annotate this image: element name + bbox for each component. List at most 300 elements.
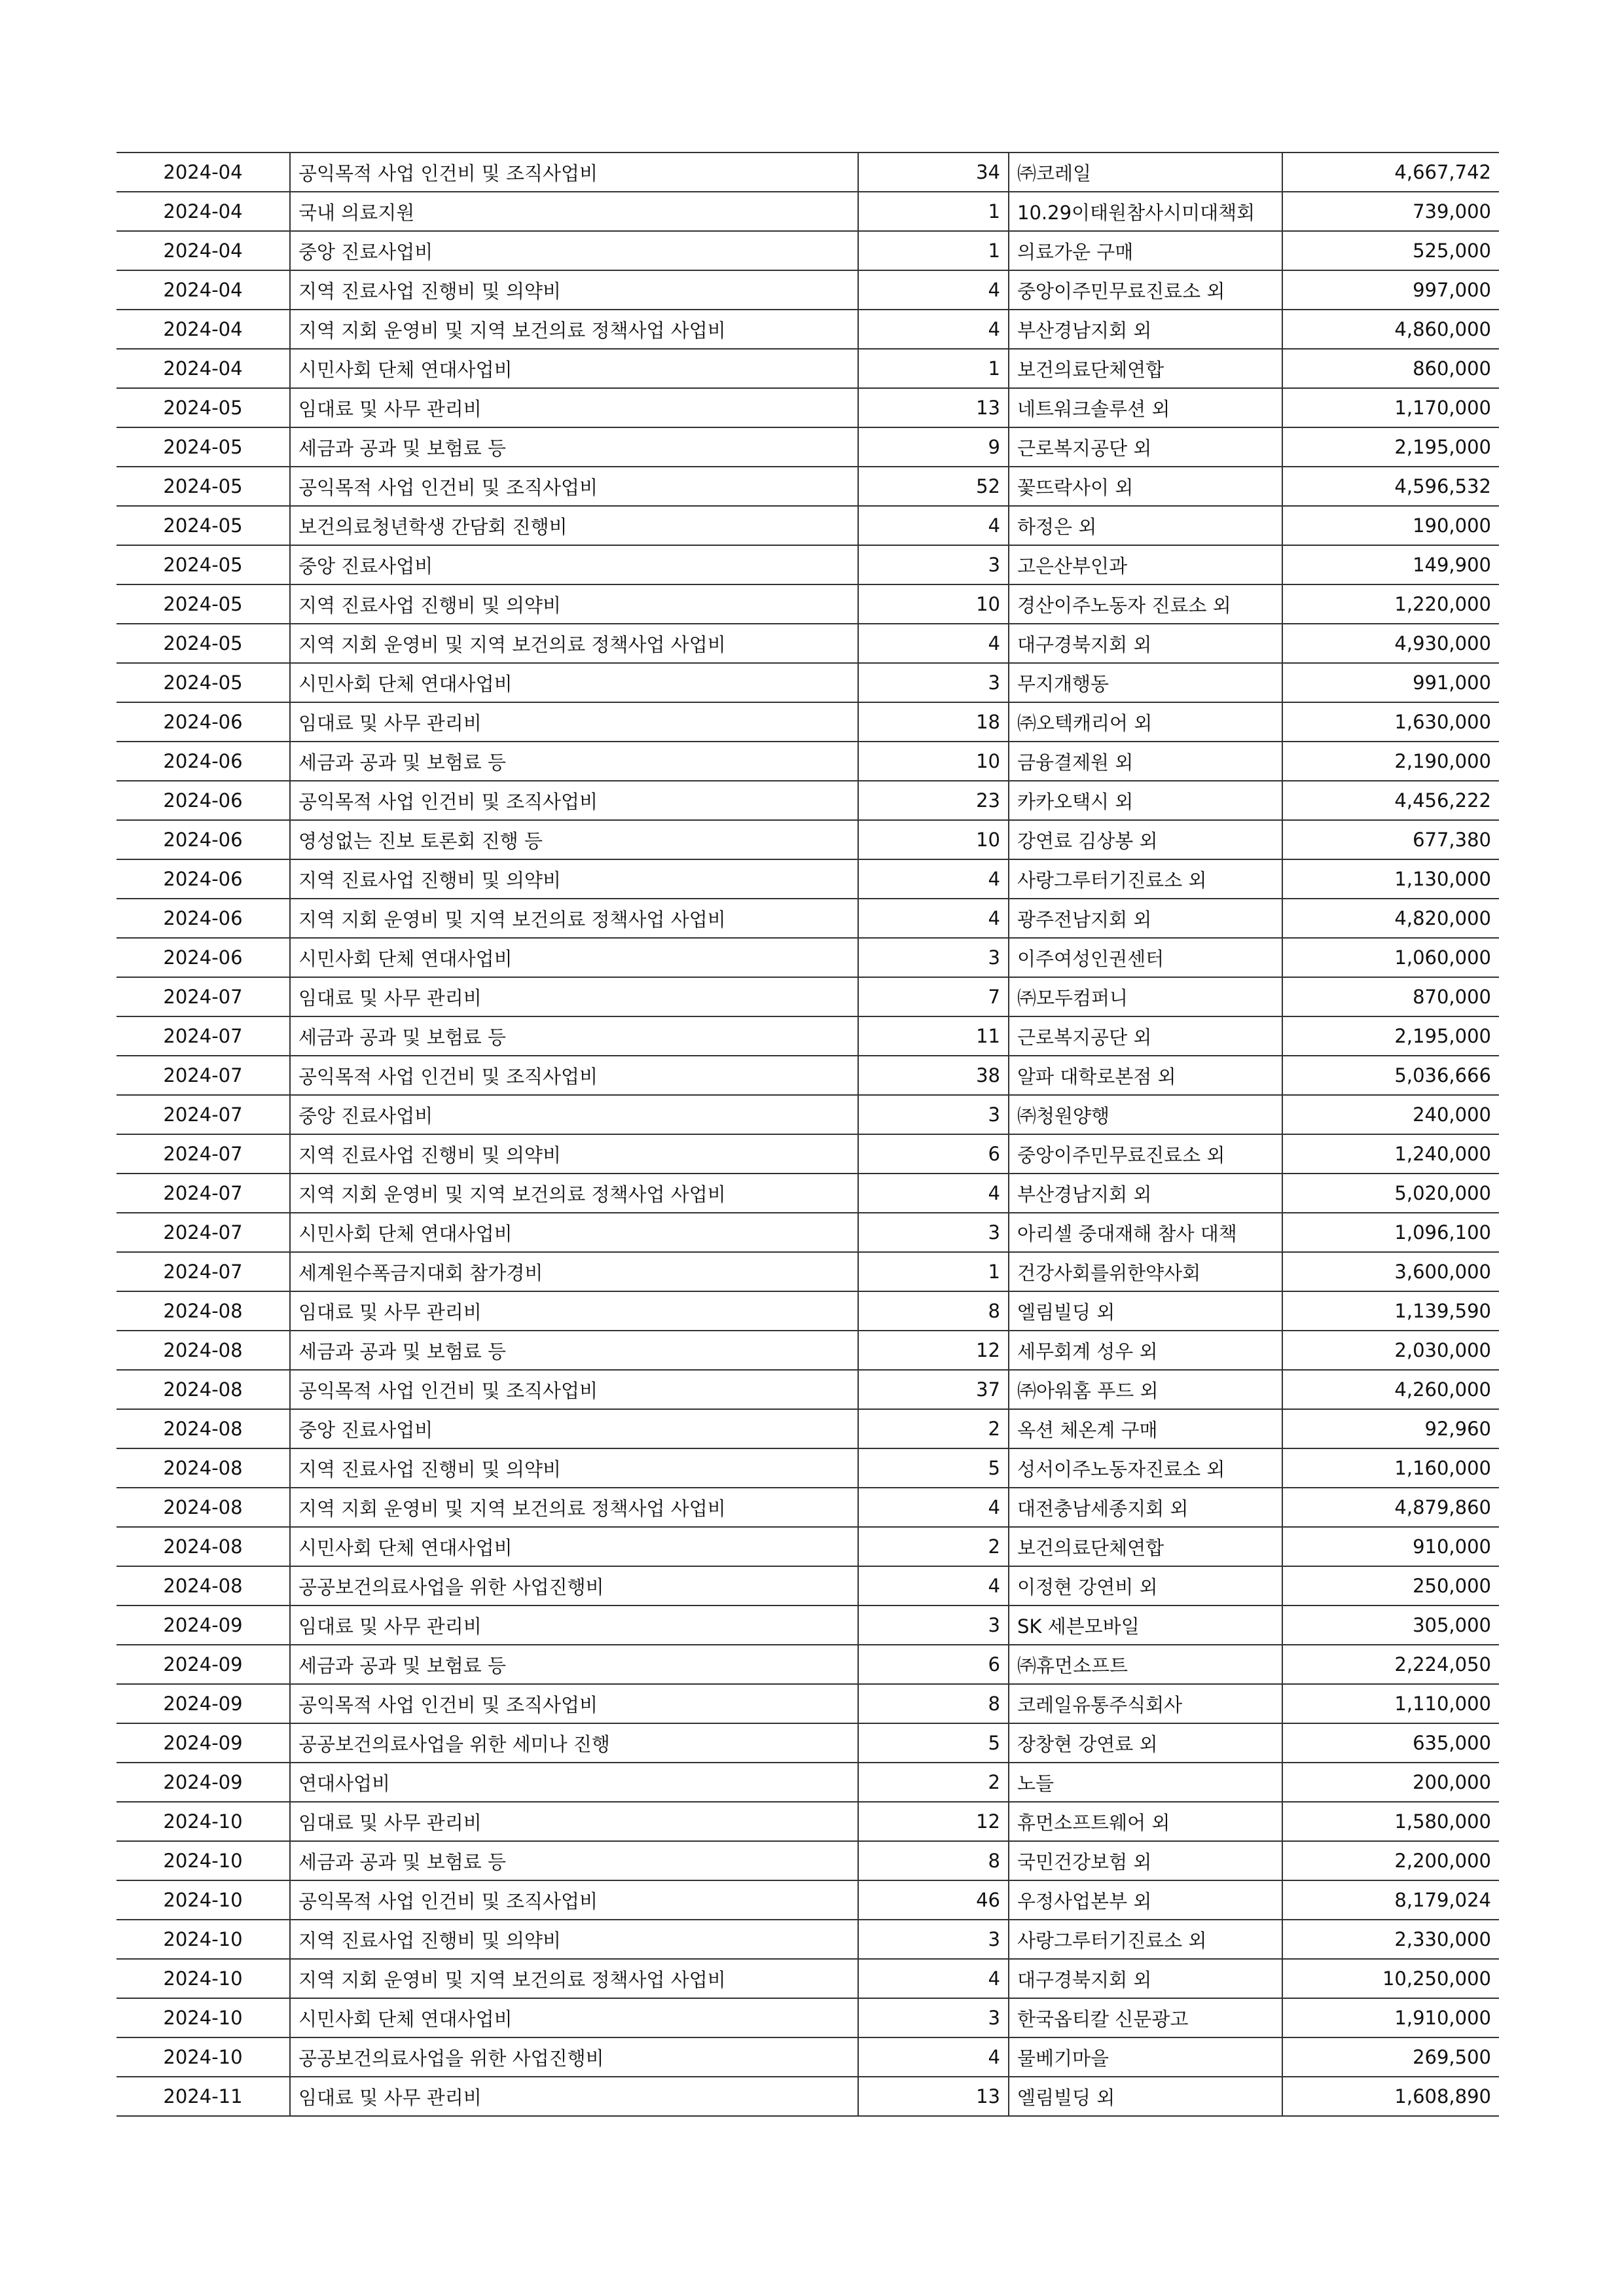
month-cell: 2024-04: [117, 192, 290, 231]
payee-cell: 대구경북지회 외: [1009, 1959, 1282, 1998]
payee-cell: 부산경남지회 외: [1009, 1174, 1282, 1213]
count-cell: 34: [858, 152, 1009, 192]
month-cell: 2024-04: [117, 152, 290, 192]
amount-cell: 1,110,000: [1282, 1684, 1499, 1723]
table-row: [117, 1645, 1499, 1684]
count-cell: 3: [858, 938, 1009, 977]
count-cell: 4: [858, 1566, 1009, 1605]
payee-cell: 세무회계 성우 외: [1009, 1331, 1282, 1370]
expense-item-cell: 국내 의료지원: [290, 192, 858, 231]
month-cell: 2024-04: [117, 349, 290, 388]
count-cell: 1: [858, 231, 1009, 270]
table-row: [117, 1370, 1499, 1409]
table-row: [117, 624, 1499, 663]
payee-cell: 사랑그루터기진료소 외: [1009, 1920, 1282, 1959]
expense-item-cell: 지역 지회 운영비 및 지역 보건의료 정책사업 사업비: [290, 1488, 858, 1527]
payee-cell: 한국옵티칼 신문광고: [1009, 1998, 1282, 2037]
month-cell: 2024-10: [117, 1959, 290, 1998]
payee-cell: 이주여성인권센터: [1009, 938, 1282, 977]
payee-cell: 대전충남세종지회 외: [1009, 1488, 1282, 1527]
table-row: [117, 1920, 1499, 1959]
amount-cell: 997,000: [1282, 270, 1499, 310]
table-row: [117, 1056, 1499, 1095]
payee-cell: 경산이주노동자 진료소 외: [1009, 584, 1282, 624]
month-cell: 2024-08: [117, 1527, 290, 1566]
table-row: [117, 1566, 1499, 1605]
expense-item-cell: 지역 지회 운영비 및 지역 보건의료 정책사업 사업비: [290, 899, 858, 938]
payee-cell: 10.29이태원참사시미대책회: [1009, 192, 1282, 231]
amount-cell: 2,190,000: [1282, 742, 1499, 781]
amount-cell: 870,000: [1282, 977, 1499, 1016]
count-cell: 8: [858, 1841, 1009, 1880]
count-cell: 13: [858, 2077, 1009, 2116]
amount-cell: 1,910,000: [1282, 1998, 1499, 2037]
expense-item-cell: 중앙 진료사업비: [290, 1409, 858, 1448]
payee-cell: 휴먼소프트웨어 외: [1009, 1802, 1282, 1841]
payee-cell: 카카오택시 외: [1009, 781, 1282, 820]
amount-cell: 240,000: [1282, 1095, 1499, 1134]
table-row: [117, 938, 1499, 977]
month-cell: 2024-06: [117, 859, 290, 899]
count-cell: 11: [858, 1016, 1009, 1056]
amount-cell: 1,170,000: [1282, 388, 1499, 427]
table-row: [117, 1213, 1499, 1252]
table-row: [117, 192, 1499, 231]
amount-cell: 1,139,590: [1282, 1291, 1499, 1331]
payee-cell: 근로복지공단 외: [1009, 427, 1282, 467]
payee-cell: 우정사업본부 외: [1009, 1880, 1282, 1920]
month-cell: 2024-10: [117, 1920, 290, 1959]
expense-item-cell: 세금과 공과 및 보험료 등: [290, 742, 858, 781]
count-cell: 5: [858, 1448, 1009, 1488]
expense-item-cell: 공익목적 사업 인건비 및 조직사업비: [290, 1370, 858, 1409]
count-cell: 2: [858, 1527, 1009, 1566]
table-row: [117, 2037, 1499, 2077]
amount-cell: 92,960: [1282, 1409, 1499, 1448]
expense-item-cell: 지역 진료사업 진행비 및 의약비: [290, 270, 858, 310]
expense-item-cell: 지역 진료사업 진행비 및 의약비: [290, 859, 858, 899]
table-row: [117, 702, 1499, 742]
count-cell: 4: [858, 1488, 1009, 1527]
table-row: [117, 1880, 1499, 1920]
table-row: [117, 781, 1499, 820]
expense-item-cell: 공익목적 사업 인건비 및 조직사업비: [290, 1880, 858, 1920]
month-cell: 2024-08: [117, 1370, 290, 1409]
ledger-body: [117, 152, 1499, 2116]
expense-item-cell: 공익목적 사업 인건비 및 조직사업비: [290, 467, 858, 506]
expense-item-cell: 임대료 및 사무 관리비: [290, 2077, 858, 2116]
amount-cell: 10,250,000: [1282, 1959, 1499, 1998]
amount-cell: 4,930,000: [1282, 624, 1499, 663]
payee-cell: 금융결제원 외: [1009, 742, 1282, 781]
payee-cell: 알파 대학로본점 외: [1009, 1056, 1282, 1095]
payee-cell: ㈜청원양행: [1009, 1095, 1282, 1134]
payee-cell: 의료가운 구매: [1009, 231, 1282, 270]
month-cell: 2024-05: [117, 467, 290, 506]
table-row: [117, 1684, 1499, 1723]
count-cell: 4: [858, 270, 1009, 310]
count-cell: 2: [858, 1409, 1009, 1448]
month-cell: 2024-06: [117, 702, 290, 742]
amount-cell: 1,580,000: [1282, 1802, 1499, 1841]
count-cell: 46: [858, 1880, 1009, 1920]
count-cell: 4: [858, 506, 1009, 545]
expense-item-cell: 시민사회 단체 연대사업비: [290, 938, 858, 977]
amount-cell: 4,596,532: [1282, 467, 1499, 506]
table-row: [117, 1841, 1499, 1880]
expense-item-cell: 세금과 공과 및 보험료 등: [290, 1331, 858, 1370]
payee-cell: 건강사회를위한약사회: [1009, 1252, 1282, 1291]
month-cell: 2024-10: [117, 1802, 290, 1841]
month-cell: 2024-04: [117, 231, 290, 270]
count-cell: 4: [858, 1959, 1009, 1998]
count-cell: 12: [858, 1802, 1009, 1841]
expense-item-cell: 시민사회 단체 연대사업비: [290, 1998, 858, 2037]
amount-cell: 1,220,000: [1282, 584, 1499, 624]
expense-item-cell: 지역 지회 운영비 및 지역 보건의료 정책사업 사업비: [290, 624, 858, 663]
month-cell: 2024-06: [117, 781, 290, 820]
table-row: [117, 506, 1499, 545]
payee-cell: 성서이주노동자진료소 외: [1009, 1448, 1282, 1488]
month-cell: 2024-04: [117, 270, 290, 310]
expense-item-cell: 지역 지회 운영비 및 지역 보건의료 정책사업 사업비: [290, 310, 858, 349]
count-cell: 5: [858, 1723, 1009, 1763]
count-cell: 2: [858, 1763, 1009, 1802]
payee-cell: ㈜코레일: [1009, 152, 1282, 192]
month-cell: 2024-08: [117, 1566, 290, 1605]
payee-cell: 아리셀 중대재해 참사 대책: [1009, 1213, 1282, 1252]
table-row: [117, 742, 1499, 781]
amount-cell: 739,000: [1282, 192, 1499, 231]
count-cell: 9: [858, 427, 1009, 467]
month-cell: 2024-05: [117, 388, 290, 427]
table-row: [117, 310, 1499, 349]
month-cell: 2024-08: [117, 1488, 290, 1527]
month-cell: 2024-05: [117, 624, 290, 663]
payee-cell: 대구경북지회 외: [1009, 624, 1282, 663]
payee-cell: 하정은 외: [1009, 506, 1282, 545]
payee-cell: 코레일유통주식회사: [1009, 1684, 1282, 1723]
amount-cell: 677,380: [1282, 820, 1499, 859]
month-cell: 2024-05: [117, 427, 290, 467]
payee-cell: ㈜아워홈 푸드 외: [1009, 1370, 1282, 1409]
table-row: [117, 899, 1499, 938]
expense-item-cell: 지역 지회 운영비 및 지역 보건의료 정책사업 사업비: [290, 1959, 858, 1998]
month-cell: 2024-06: [117, 899, 290, 938]
amount-cell: 1,096,100: [1282, 1213, 1499, 1252]
month-cell: 2024-07: [117, 1134, 290, 1174]
expense-item-cell: 공익목적 사업 인건비 및 조직사업비: [290, 152, 858, 192]
table-row: [117, 1409, 1499, 1448]
expense-item-cell: 공익목적 사업 인건비 및 조직사업비: [290, 1684, 858, 1723]
month-cell: 2024-08: [117, 1448, 290, 1488]
expense-item-cell: 세금과 공과 및 보험료 등: [290, 1645, 858, 1684]
table-row: [117, 1998, 1499, 2037]
expense-item-cell: 연대사업비: [290, 1763, 858, 1802]
month-cell: 2024-09: [117, 1645, 290, 1684]
amount-cell: 5,036,666: [1282, 1056, 1499, 1095]
count-cell: 37: [858, 1370, 1009, 1409]
amount-cell: 1,130,000: [1282, 859, 1499, 899]
expense-item-cell: 시민사회 단체 연대사업비: [290, 663, 858, 702]
count-cell: 3: [858, 545, 1009, 584]
month-cell: 2024-10: [117, 1998, 290, 2037]
payee-cell: 이정현 강연비 외: [1009, 1566, 1282, 1605]
month-cell: 2024-07: [117, 1016, 290, 1056]
table-row: [117, 349, 1499, 388]
amount-cell: 910,000: [1282, 1527, 1499, 1566]
expense-item-cell: 지역 진료사업 진행비 및 의약비: [290, 584, 858, 624]
payee-cell: 네트워크솔루션 외: [1009, 388, 1282, 427]
count-cell: 4: [858, 310, 1009, 349]
table-row: [117, 1252, 1499, 1291]
table-row: [117, 1527, 1499, 1566]
amount-cell: 635,000: [1282, 1723, 1499, 1763]
table-row: [117, 1488, 1499, 1527]
month-cell: 2024-07: [117, 1056, 290, 1095]
count-cell: 7: [858, 977, 1009, 1016]
count-cell: 6: [858, 1645, 1009, 1684]
amount-cell: 4,260,000: [1282, 1370, 1499, 1409]
count-cell: 8: [858, 1291, 1009, 1331]
expense-item-cell: 임대료 및 사무 관리비: [290, 702, 858, 742]
month-cell: 2024-05: [117, 584, 290, 624]
expense-item-cell: 세금과 공과 및 보험료 등: [290, 1841, 858, 1880]
payee-cell: 꽃뜨락사이 외: [1009, 467, 1282, 506]
expense-item-cell: 보건의료청년학생 간담회 진행비: [290, 506, 858, 545]
month-cell: 2024-11: [117, 2077, 290, 2116]
amount-cell: 3,600,000: [1282, 1252, 1499, 1291]
expense-item-cell: 공익목적 사업 인건비 및 조직사업비: [290, 781, 858, 820]
count-cell: 1: [858, 192, 1009, 231]
payee-cell: 부산경남지회 외: [1009, 310, 1282, 349]
payee-cell: 엘림빌딩 외: [1009, 1291, 1282, 1331]
amount-cell: 200,000: [1282, 1763, 1499, 1802]
table-row: [117, 663, 1499, 702]
payee-cell: 근로복지공단 외: [1009, 1016, 1282, 1056]
amount-cell: 1,240,000: [1282, 1134, 1499, 1174]
count-cell: 3: [858, 663, 1009, 702]
amount-cell: 1,160,000: [1282, 1448, 1499, 1488]
expense-item-cell: 임대료 및 사무 관리비: [290, 388, 858, 427]
month-cell: 2024-05: [117, 663, 290, 702]
expense-item-cell: 지역 지회 운영비 및 지역 보건의료 정책사업 사업비: [290, 1174, 858, 1213]
table-row: [117, 859, 1499, 899]
table-row: [117, 467, 1499, 506]
month-cell: 2024-10: [117, 2037, 290, 2077]
count-cell: 3: [858, 1920, 1009, 1959]
expense-ledger-table: [117, 152, 1499, 2117]
amount-cell: 190,000: [1282, 506, 1499, 545]
count-cell: 18: [858, 702, 1009, 742]
expense-item-cell: 시민사회 단체 연대사업비: [290, 1213, 858, 1252]
amount-cell: 2,195,000: [1282, 1016, 1499, 1056]
amount-cell: 2,224,050: [1282, 1645, 1499, 1684]
payee-cell: 보건의료단체연합: [1009, 349, 1282, 388]
count-cell: 3: [858, 1095, 1009, 1134]
amount-cell: 2,195,000: [1282, 427, 1499, 467]
count-cell: 1: [858, 349, 1009, 388]
table-row: [117, 1605, 1499, 1645]
count-cell: 1: [858, 1252, 1009, 1291]
month-cell: 2024-05: [117, 506, 290, 545]
month-cell: 2024-08: [117, 1291, 290, 1331]
month-cell: 2024-06: [117, 820, 290, 859]
month-cell: 2024-05: [117, 545, 290, 584]
expense-item-cell: 시민사회 단체 연대사업비: [290, 1527, 858, 1566]
amount-cell: 305,000: [1282, 1605, 1499, 1645]
amount-cell: 2,330,000: [1282, 1920, 1499, 1959]
month-cell: 2024-09: [117, 1684, 290, 1723]
table-row: [117, 1016, 1499, 1056]
payee-cell: 중앙이주민무료진료소 외: [1009, 1134, 1282, 1174]
expense-item-cell: 중앙 진료사업비: [290, 1095, 858, 1134]
count-cell: 3: [858, 1213, 1009, 1252]
table-row: [117, 1134, 1499, 1174]
amount-cell: 991,000: [1282, 663, 1499, 702]
amount-cell: 1,630,000: [1282, 702, 1499, 742]
table-row: [117, 427, 1499, 467]
table-row: [117, 1448, 1499, 1488]
payee-cell: 중앙이주민무료진료소 외: [1009, 270, 1282, 310]
expense-item-cell: 공공보건의료사업을 위한 사업진행비: [290, 2037, 858, 2077]
payee-cell: 장창현 강연료 외: [1009, 1723, 1282, 1763]
month-cell: 2024-07: [117, 1252, 290, 1291]
month-cell: 2024-07: [117, 1095, 290, 1134]
payee-cell: SK 세븐모바일: [1009, 1605, 1282, 1645]
expense-item-cell: 세계원수폭금지대회 참가경비: [290, 1252, 858, 1291]
table-row: [117, 270, 1499, 310]
month-cell: 2024-09: [117, 1605, 290, 1645]
count-cell: 10: [858, 584, 1009, 624]
payee-cell: 국민건강보험 외: [1009, 1841, 1282, 1880]
amount-cell: 250,000: [1282, 1566, 1499, 1605]
expense-item-cell: 지역 진료사업 진행비 및 의약비: [290, 1920, 858, 1959]
amount-cell: 149,900: [1282, 545, 1499, 584]
count-cell: 10: [858, 742, 1009, 781]
count-cell: 4: [858, 859, 1009, 899]
table-row: [117, 1959, 1499, 1998]
expense-item-cell: 중앙 진료사업비: [290, 231, 858, 270]
count-cell: 12: [858, 1331, 1009, 1370]
amount-cell: 1,608,890: [1282, 2077, 1499, 2116]
expense-item-cell: 영성없는 진보 토론회 진행 등: [290, 820, 858, 859]
expense-item-cell: 시민사회 단체 연대사업비: [290, 349, 858, 388]
table-row: [117, 584, 1499, 624]
count-cell: 4: [858, 899, 1009, 938]
table-row: [117, 1095, 1499, 1134]
expense-item-cell: 공익목적 사업 인건비 및 조직사업비: [290, 1056, 858, 1095]
amount-cell: 4,879,860: [1282, 1488, 1499, 1527]
amount-cell: 269,500: [1282, 2037, 1499, 2077]
count-cell: 6: [858, 1134, 1009, 1174]
payee-cell: 물베기마을: [1009, 2037, 1282, 2077]
expense-item-cell: 중앙 진료사업비: [290, 545, 858, 584]
amount-cell: 1,060,000: [1282, 938, 1499, 977]
table-row: [117, 152, 1499, 192]
payee-cell: 엘림빌딩 외: [1009, 2077, 1282, 2116]
expense-item-cell: 임대료 및 사무 관리비: [290, 1605, 858, 1645]
count-cell: 13: [858, 388, 1009, 427]
month-cell: 2024-08: [117, 1409, 290, 1448]
month-cell: 2024-07: [117, 977, 290, 1016]
amount-cell: 4,820,000: [1282, 899, 1499, 938]
table-row: [117, 1331, 1499, 1370]
table-row: [117, 388, 1499, 427]
payee-cell: 사랑그루터기진료소 외: [1009, 859, 1282, 899]
count-cell: 38: [858, 1056, 1009, 1095]
table-row: [117, 1291, 1499, 1331]
expense-item-cell: 지역 진료사업 진행비 및 의약비: [290, 1134, 858, 1174]
count-cell: 8: [858, 1684, 1009, 1723]
amount-cell: 2,030,000: [1282, 1331, 1499, 1370]
amount-cell: 4,456,222: [1282, 781, 1499, 820]
table-row: [117, 820, 1499, 859]
table-row: [117, 545, 1499, 584]
table-row: [117, 977, 1499, 1016]
amount-cell: 4,860,000: [1282, 310, 1499, 349]
payee-cell: 고은산부인과: [1009, 545, 1282, 584]
month-cell: 2024-10: [117, 1880, 290, 1920]
expense-item-cell: 임대료 및 사무 관리비: [290, 1291, 858, 1331]
expense-item-cell: 세금과 공과 및 보험료 등: [290, 427, 858, 467]
count-cell: 10: [858, 820, 1009, 859]
table-row: [117, 1174, 1499, 1213]
payee-cell: 강연료 김상봉 외: [1009, 820, 1282, 859]
count-cell: 4: [858, 2037, 1009, 2077]
month-cell: 2024-07: [117, 1174, 290, 1213]
count-cell: 52: [858, 467, 1009, 506]
month-cell: 2024-09: [117, 1763, 290, 1802]
table-row: [117, 2077, 1499, 2116]
amount-cell: 2,200,000: [1282, 1841, 1499, 1880]
amount-cell: 4,667,742: [1282, 152, 1499, 192]
month-cell: 2024-10: [117, 1841, 290, 1880]
payee-cell: ㈜휴먼소프트: [1009, 1645, 1282, 1684]
amount-cell: 8,179,024: [1282, 1880, 1499, 1920]
expense-item-cell: 지역 진료사업 진행비 및 의약비: [290, 1448, 858, 1488]
table-row: [117, 1763, 1499, 1802]
expense-item-cell: 공공보건의료사업을 위한 사업진행비: [290, 1566, 858, 1605]
table-row: [117, 231, 1499, 270]
month-cell: 2024-08: [117, 1331, 290, 1370]
payee-cell: ㈜모두컴퍼니: [1009, 977, 1282, 1016]
month-cell: 2024-06: [117, 938, 290, 977]
month-cell: 2024-09: [117, 1723, 290, 1763]
table-row: [117, 1723, 1499, 1763]
month-cell: 2024-04: [117, 310, 290, 349]
amount-cell: 525,000: [1282, 231, 1499, 270]
count-cell: 3: [858, 1605, 1009, 1645]
amount-cell: 860,000: [1282, 349, 1499, 388]
payee-cell: 옥션 체온계 구매: [1009, 1409, 1282, 1448]
expense-item-cell: 세금과 공과 및 보험료 등: [290, 1016, 858, 1056]
count-cell: 4: [858, 1174, 1009, 1213]
expense-item-cell: 공공보건의료사업을 위한 세미나 진행: [290, 1723, 858, 1763]
payee-cell: ㈜오텍캐리어 외: [1009, 702, 1282, 742]
count-cell: 4: [858, 624, 1009, 663]
payee-cell: 무지개행동: [1009, 663, 1282, 702]
expense-item-cell: 임대료 및 사무 관리비: [290, 977, 858, 1016]
month-cell: 2024-06: [117, 742, 290, 781]
payee-cell: 광주전남지회 외: [1009, 899, 1282, 938]
table-row: [117, 1802, 1499, 1841]
count-cell: 3: [858, 1998, 1009, 2037]
month-cell: 2024-07: [117, 1213, 290, 1252]
amount-cell: 5,020,000: [1282, 1174, 1499, 1213]
count-cell: 23: [858, 781, 1009, 820]
payee-cell: 보건의료단체연합: [1009, 1527, 1282, 1566]
